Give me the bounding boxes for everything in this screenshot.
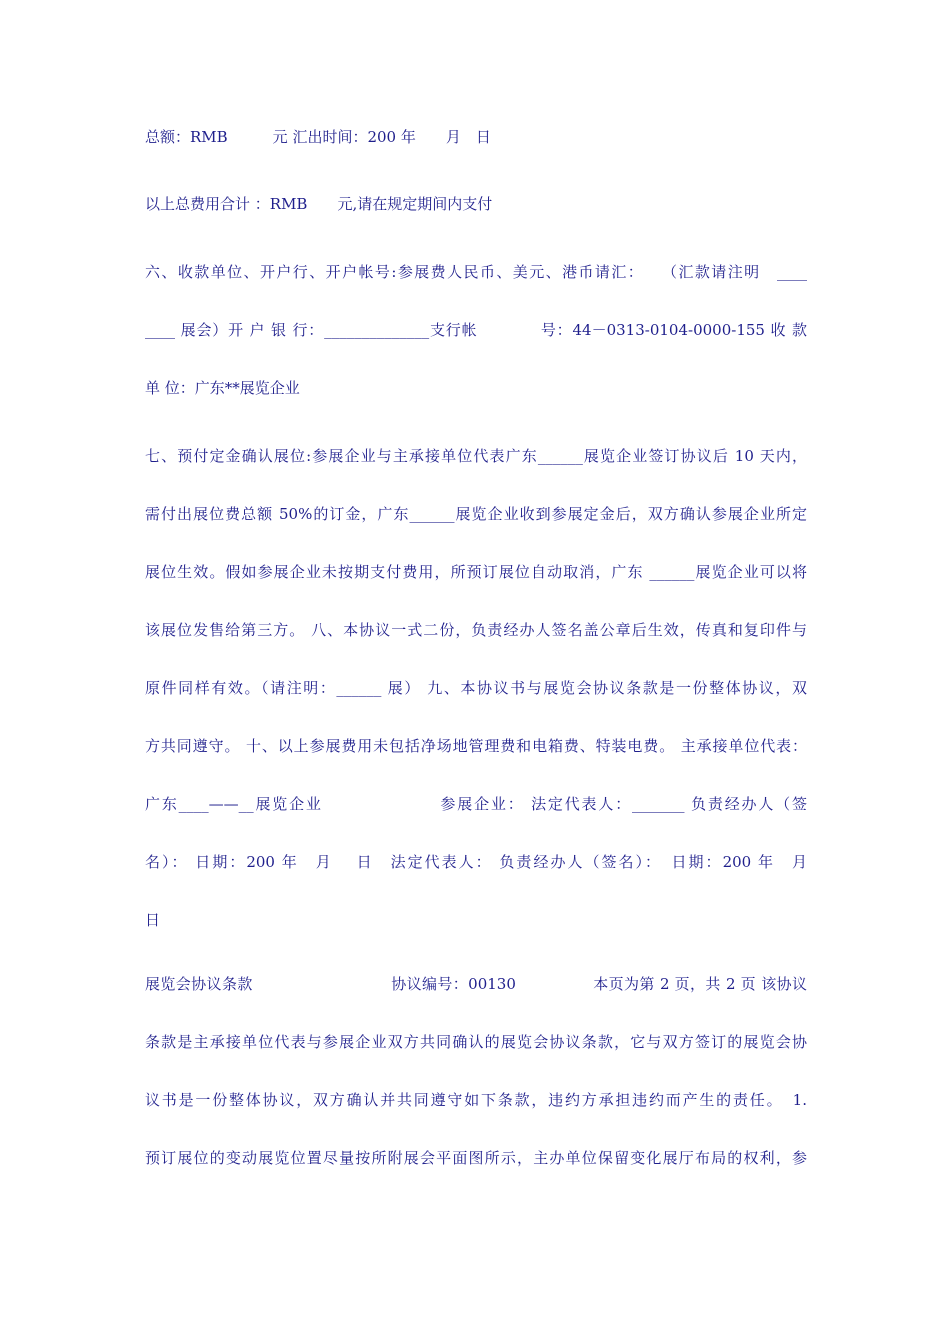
signature-line-3: 日 xyxy=(145,911,161,929)
section-9-line: 原件同样有效。（请注明：______ 展） 九、本协议书与展览会协议条款是一份整体协议，双 xyxy=(145,679,807,697)
section-7-line-2: 需付出展位费总额 50%的订金，广东______展览企业收到参展定金后，双方确认参展企业所定 xyxy=(145,505,807,523)
section-6-line-3: 单 位：广东**展览企业 xyxy=(145,379,300,397)
signature-line-2: 名）： 日期：200 年 月 日 法定代表人： 负责经办人（签名）： 日期：200 年 月 xyxy=(145,853,807,871)
section-6-line-2: ____ 展会）开 户 银 行：______________支行帐 号：44－0313-0104-0000-155 收 款 xyxy=(145,321,807,339)
section-10-line: 方共同遵守。 十、以上参展费用未包括净场地管理费和电箱费、特装电费。 主承接单位代表： xyxy=(145,737,807,755)
section-7-line-3: 展位生效。假如参展企业未按期支付费用，所预订展位自动取消，广东 ______展览企业可以将 xyxy=(145,563,807,581)
total-amount-line: 总额：RMB 元 汇出时间：200 年 月 日 xyxy=(145,128,491,146)
terms-line-1: 条款是主承接单位代表与参展企业双方共同确认的展览会协议条款，它与双方签订的展览会协 xyxy=(145,1033,807,1051)
terms-line-3: 预订展位的变动展览位置尽量按所附展会平面图所示，主办单位保留变化展厅布局的权利，参 xyxy=(145,1149,807,1167)
total-fee-line: 以上总费用合计 ：RMB 元,请在规定期间内支付 xyxy=(145,195,493,213)
terms-header-line: 展览会协议条款 协议编号：00130 本页为第 2 页，共 2 页 该协议 xyxy=(145,975,807,993)
section-8-line: 该展位发售给第三方。 八、本协议一式二份，负责经办人签名盖公章后生效，传真和复印件与 xyxy=(145,621,807,639)
terms-line-2: 议书是一份整体协议，双方确认并共同遵守如下条款，违约方承担违约而产生的责任。 1. xyxy=(145,1091,807,1109)
section-7-line-1: 七、预付定金确认展位:参展企业与主承接单位代表广东______展览企业签订协议后 10 天内， xyxy=(145,447,807,465)
section-6-line-1: 六、收款单位、开户行、开户帐号:参展费人民币、美元、港币请汇： （汇款请注明 ____ xyxy=(145,263,807,281)
signature-line-1: 广东____——__展览企业 参展企业： 法定代表人：_______ 负责经办人（签 xyxy=(145,795,807,813)
